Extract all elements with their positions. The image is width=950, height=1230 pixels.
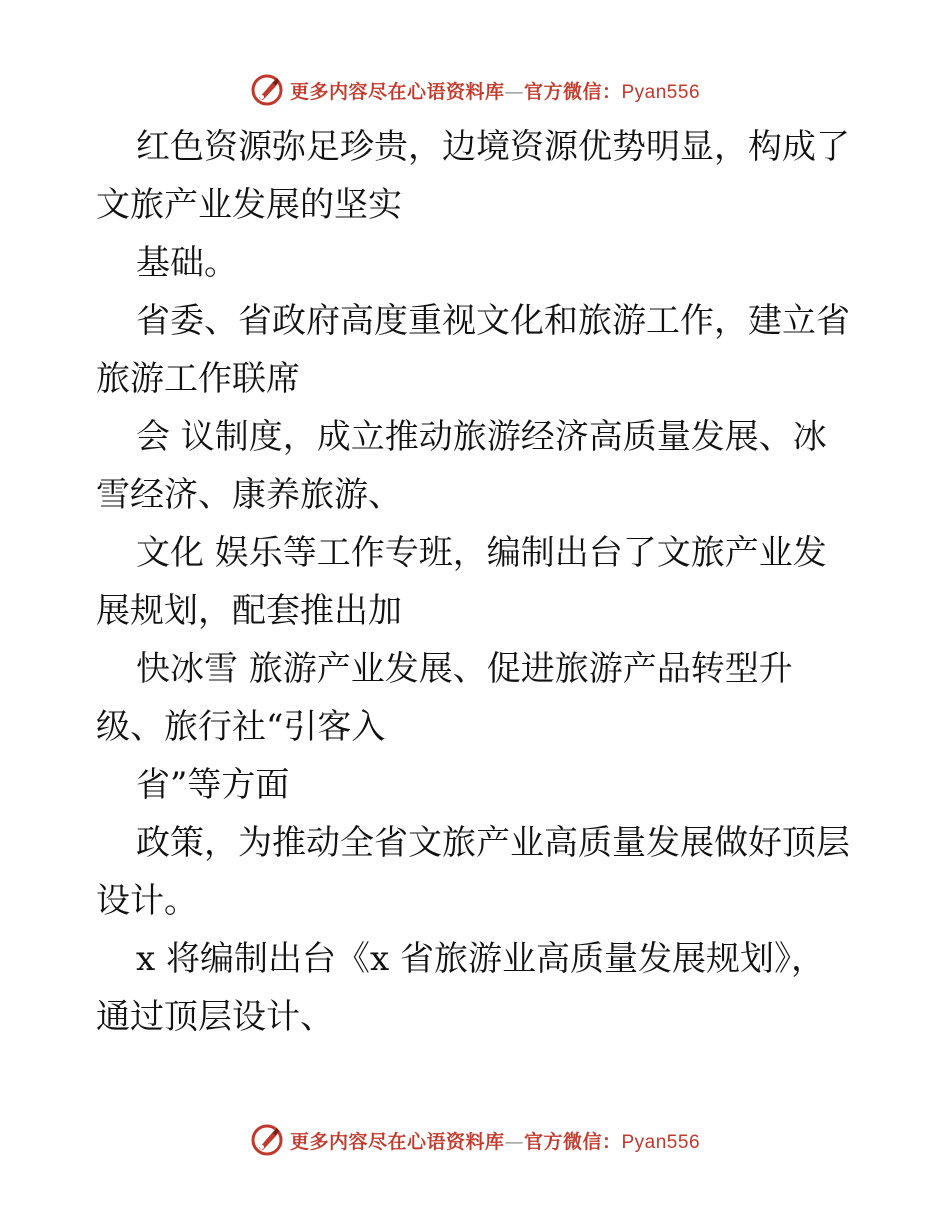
- text-line: 通过顶层设计、: [96, 997, 334, 1037]
- text-line: 红色资源弥足珍贵，边境资源优势明显，构成了: [136, 127, 850, 167]
- text-line: 会 议制度，成立推动旅游经济高质量发展、冰: [136, 417, 827, 457]
- quill-pen-logo-icon: [250, 73, 284, 107]
- banner-contact-id: Pyan556: [621, 81, 701, 103]
- text-line: x 将编制出台《x 省旅游业高质量发展规划》，: [136, 939, 825, 979]
- banner-brand: 更多内容尽在心语资料库: [289, 80, 505, 103]
- banner-brand: 更多内容尽在心语资料库: [289, 1130, 505, 1153]
- text-line: 雪经济、康养旅游、: [96, 475, 402, 515]
- text-line: 文旅产业发展的坚实: [96, 185, 402, 225]
- text-line: 展规划，配套推出加: [96, 591, 402, 631]
- text-line: 旅游工作联席: [96, 359, 300, 399]
- header-banner: [0, 70, 950, 110]
- text-line: 文化 娱乐等工作专班，编制出台了文旅产业发: [136, 533, 827, 573]
- banner-separator: —: [504, 80, 524, 103]
- text-line: 省”等方面: [136, 765, 290, 805]
- banner-contact-id: Pyan556: [621, 1131, 701, 1153]
- text-line: 省委、省政府高度重视文化和旅游工作，建立省: [136, 301, 850, 341]
- text-line: 快冰雪 旅游产业发展、促进旅游产品转型升: [136, 649, 793, 689]
- banner-text: [290, 1127, 700, 1154]
- footer-banner: [0, 1120, 950, 1160]
- text-line: 政策，为推动全省文旅产业高质量发展做好顶层: [136, 823, 850, 863]
- banner-text: [290, 77, 700, 104]
- quill-pen-logo-icon: [250, 1123, 284, 1157]
- document-body: [96, 118, 856, 1046]
- text-line: 级、旅行社“引客入: [96, 707, 386, 747]
- text-line: 设计。: [96, 881, 198, 921]
- banner-contact-label: 官方微信：: [523, 1130, 622, 1153]
- banner-contact-label: 官方微信：: [523, 80, 622, 103]
- banner-separator: —: [504, 1130, 524, 1153]
- text-line: 基础。: [136, 243, 238, 283]
